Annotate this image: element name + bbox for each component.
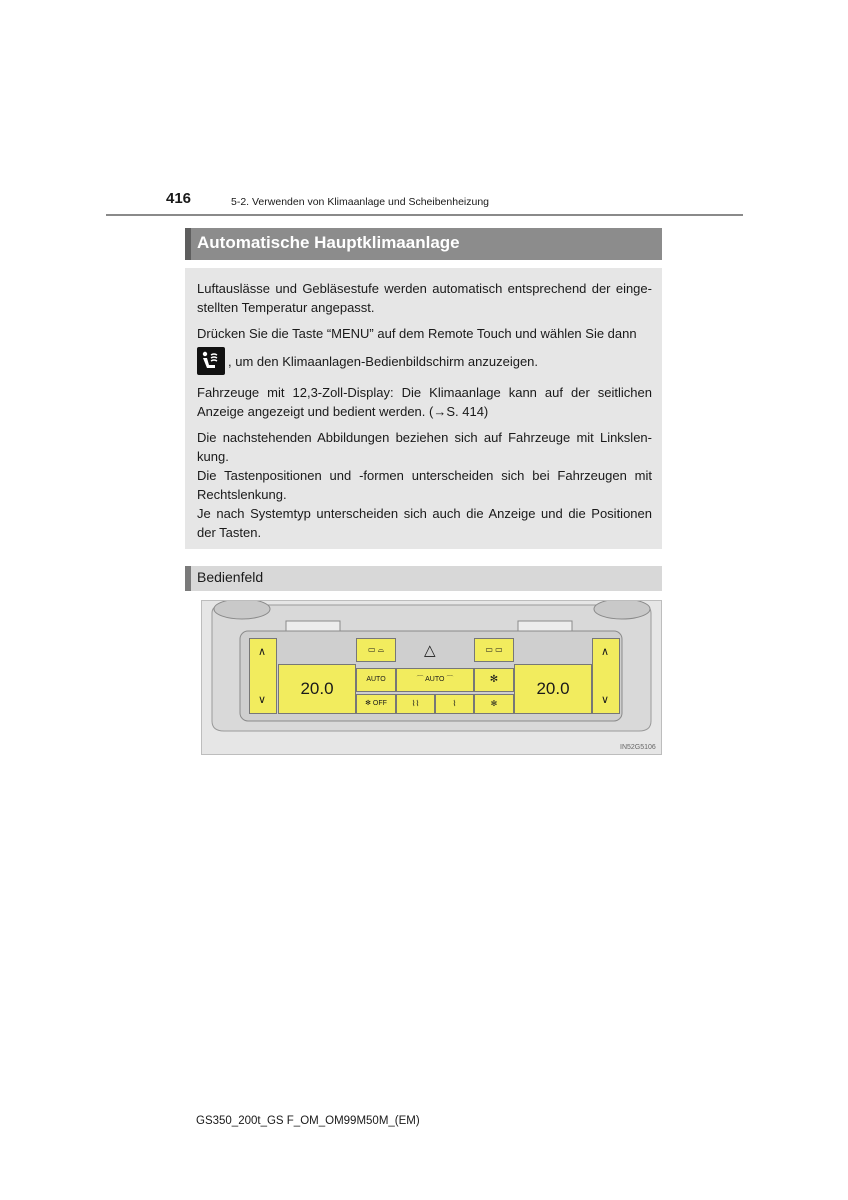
auto-left-button[interactable]: AUTO [356,668,396,692]
info-paragraph: Luftauslässe und Gebläsestufe werden automatisch entsprechend der eingestellten Temperatur angepasst. [197,281,652,315]
figure-id: IN52G5106 [620,744,656,751]
off-label: OFF [372,700,387,707]
fan-down-button[interactable]: ✻ [474,694,514,714]
panel-figure [201,600,662,755]
info-paragraph: Drücken Sie die Taste “MENU” auf dem Remote Touch und wählen Sie dann [197,326,637,341]
mode-button[interactable]: ⌇⌇ [396,694,435,714]
seat-vent-button[interactable]: ⌇ [435,694,474,714]
auto-mid-label: AUTO [425,676,445,683]
title-bar [185,228,662,260]
info-paragraph: Die nachstehenden Abbildungen beziehen sich auf Fahrzeuge mit Linkslenkung. [197,430,652,464]
footer-code: GS350_200t_GS F_OM_OM99M50M_(EM) [196,1115,420,1127]
front-defroster-button[interactable]: ▭ ⌓ [356,638,396,662]
chevron-down-icon: ∨ [258,694,267,706]
chevron-down-icon: ∨ [601,694,610,706]
right-temp-display: 20.0 [514,664,592,714]
section-reference: 5-2. Verwenden von Klimaanlage und Scheibenheizung [231,196,490,208]
air-intake-auto-button[interactable] [396,668,474,692]
icon-line [197,347,652,375]
info-paragraph: Je nach Systemtyp unterscheiden sich auch die Anzeige und die Positionen der Tasten. [197,506,652,540]
chevron-up-icon: ∧ [258,646,267,658]
info-paragraph: Fahrzeuge mit 12,3-Zoll-Display: Die Klimaanlage kann auf der seitlichen Anzeige angezeigt und bedient werden. (→S. 414) [197,385,652,419]
info-box [185,268,662,549]
header-rule [106,214,743,216]
fan-button[interactable]: ✻ [474,668,514,692]
subheading-bar [185,566,662,591]
subheading: Bedienfeld [197,569,264,585]
hazard-icon: △ [424,642,436,659]
left-temp-display: 20.0 [278,664,356,714]
chevron-up-icon: ∧ [601,646,610,658]
climate-icon [197,347,225,375]
info-paragraph-cont: , um den Klimaanlagen-Bedienbildschirm anzuzeigen. [228,353,539,369]
fan-off-button[interactable] [356,694,396,714]
rear-defogger-button[interactable]: ▭ ▭ [474,638,514,662]
info-paragraph: Die Tastenpositionen und -formen unterscheiden sich bei Fahrzeugen mit Rechtslenkung. [197,468,652,502]
recirculation-icon: ⌒ [416,676,424,683]
page-title: Automatische Hauptklimaanlage [197,233,460,252]
page-number: 416 [166,190,192,207]
fan-icon: ✻ [365,700,371,707]
fresh-air-icon: ⌒ [446,676,454,683]
